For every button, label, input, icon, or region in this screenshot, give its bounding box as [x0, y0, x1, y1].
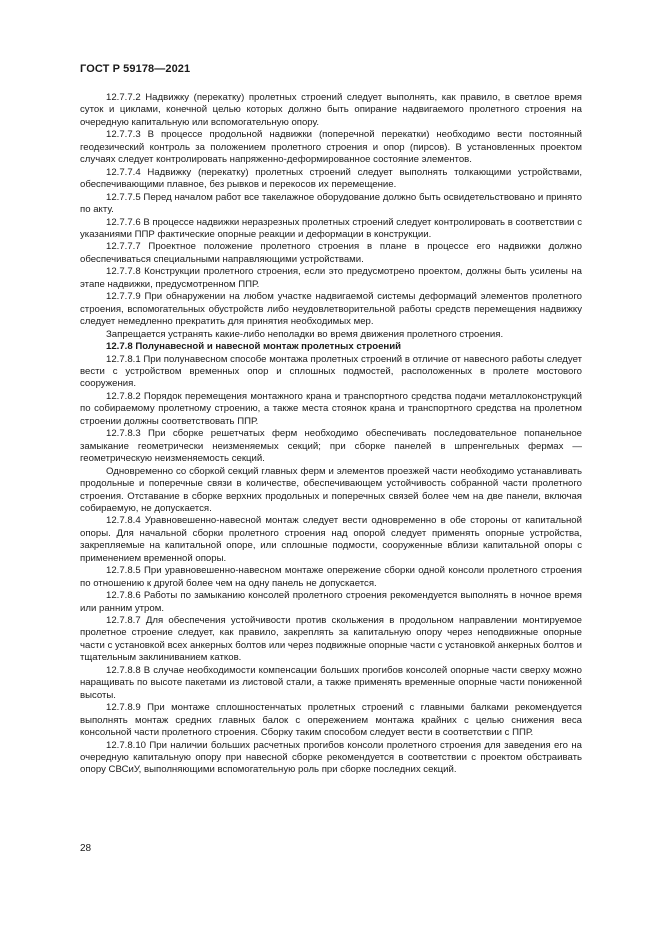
paragraph: 12.7.7.5 Перед началом работ все такелажное оборудование должно быть освидетельствовано и принято по акту. [80, 191, 582, 216]
paragraph: Запрещается устранять какие-либо неполадки во время движения пролетного строения. [106, 328, 504, 340]
paragraph: 12.7.7.6 В процессе надвижки неразрезных пролетных строений следует контролировать в соответствии с указаниями ППР фактические опорные реакции и деформации в конструкции. [80, 216, 582, 240]
paragraph: 12.7.8.4 Уравновешенно-навесной монтаж следует вести одновременно в обе стороны от капитальной опоры. Для начальной сборки пролетного строения над опорой следует применять опорные устройства, закрепляемые на капитальной опоре, или сплошные подмости, сооруженные вблизи капитальной опоры с применением временной опоры. [80, 515, 582, 564]
paragraph: 12.7.7.2 Надвижку (перекатку) пролетных строений следует выполнять, как правило, в светлое время суток и циклами, конечной целью которых должно быть опирание надвигаемого пролетного строения на очередную капитальную или вспомогательную опору. [80, 92, 582, 128]
page-number: 28 [80, 843, 92, 854]
paragraph: 12.7.8.8 В случае необходимости компенсации больших прогибов консолей опорные части сверху можно наращивать по высоте пакетами из листовой стали, а также применять временные опорные части пониженной высоты. [80, 664, 582, 701]
paragraph: 12.7.8.7 Для обеспечения устойчивости против скольжения в продольном направлении монтируемое пролетное строение следует, как правило, закреплять за капитальную опору через неподвижные опорные части с установкой всех анкерных болтов или через подвижные опорные части с установкой анкерных болтов и тщательным заклиниванием катков. [80, 615, 582, 664]
paragraph: 12.7.7.9 При обнаружении на любом участке надвигаемой системы деформаций элементов пролетного строения, вспомогательных обустройств либо неудовлетворительной работы средств перемещения надвижку следует немедленно прекратить для принятия необходимых мер. [80, 291, 582, 328]
paragraph: 12.7.7.7 Проектное положение пролетного строения в плане в процессе его надвижки должно обеспечиваться специальными направляющими устройствами. [80, 241, 582, 265]
paragraph: 12.7.8.10 При наличии больших расчетных прогибов консоли пролетного строения для заведения его на очередную капитальную опору при навесной сборке рекомендуется в соответствии с проектом обстраивать опору СВСиУ, выполняющими вспомогательную роль при сборке последних секций. [80, 739, 582, 776]
paragraph: 12.7.7.4 Надвижку (перекатку) пролетных строений следует выполнять толкающими устройствами, обеспечивающими плавное, без рывков и перекосов их перемещение. [80, 166, 582, 191]
paragraph: 12.7.8.2 Порядок перемещения монтажного крана и транспортного средства подачи металлоконструкций по собираемому пролетному строению, а также места стоянок крана и транспортного средства на пролетном строении должны соответствовать ППР. [80, 390, 582, 427]
paragraph: Одновременно со сборкой секций главных ферм и элементов проезжей части необходимо устанавливать продольные и поперечные связи в количестве, обеспечивающем устойчивость собранной части пролетного строения. Отставание в сборке верхних продольных и поперечных связей более чем на две панели, включая собираемую, не допускается. [80, 465, 582, 514]
document-body [80, 92, 582, 777]
document-header: ГОСТ Р 59178—2021 [80, 63, 191, 75]
paragraph: 12.7.8.9 При монтаже сплошностенчатых пролетных строений с главными балками рекомендуется выполнять монтаж средних главных балок с опережением монтажа крайних с целью снижения веса консольной части пролетного строения. Сборку таким способом следует вести в соответствии с ППР. [80, 702, 582, 739]
section-heading: 12.7.8 Полунавесной и навесной монтаж пролетных строений [106, 341, 401, 353]
paragraph: 12.7.7.3 В процессе продольной надвижки (поперечной перекатки) необходимо вести постоянный геодезический контроль за положением пролетного строения и опор (пирсов). В установленных проектом случаях следует контролировать напряженно-деформированное состояние элементов. [80, 129, 582, 166]
paragraph: 12.7.7.8 Конструкции пролетного строения, если это предусмотрено проектом, должны быть усилены на этапе надвижки, предусмотренном ППР. [80, 266, 582, 290]
paragraph: 12.7.8.3 При сборке решетчатых ферм необходимо обеспечивать последовательное попанельное замыкание геометрически неизменяемых секций; при сборке панелей в шпренгельных фермах — геометрическую неизменяемость секций. [80, 428, 582, 465]
paragraph: 12.7.8.1 При полунавесном способе монтажа пролетных строений в отличие от навесного работы следует вести с устройством временных опор и сплошных подмостей, расположенных в пролете мостового сооружения. [80, 353, 582, 390]
paragraph: 12.7.8.5 При уравновешенно-навесном монтаже опережение сборки одной консоли пролетного строения по отношению к другой более чем на одну панель не допускается. [80, 565, 582, 589]
paragraph: 12.7.8.6 Работы по замыканию консолей пролетного строения рекомендуется выполнять в ночное время или ранним утром. [80, 590, 582, 614]
